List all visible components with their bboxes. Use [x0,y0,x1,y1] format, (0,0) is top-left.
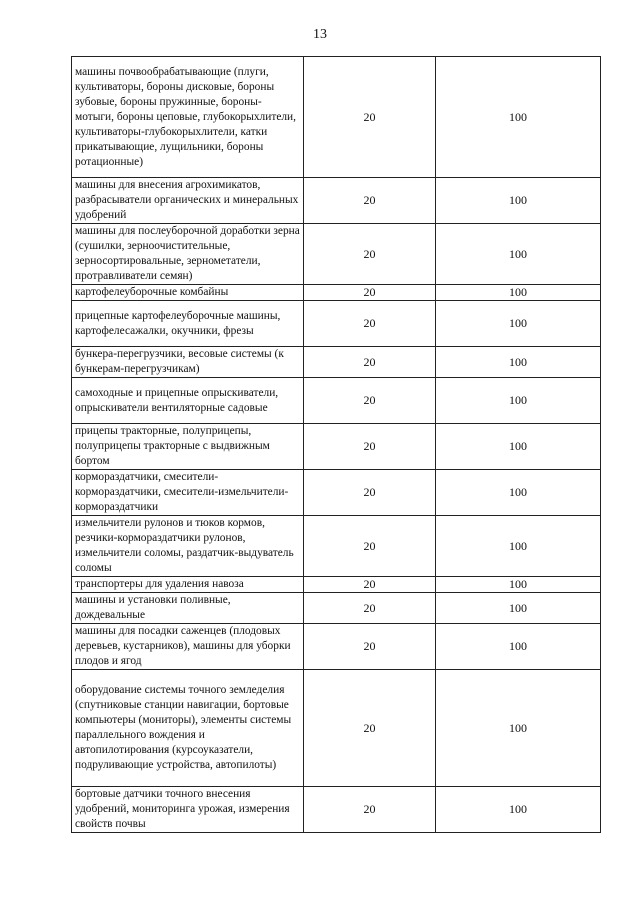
table-row [72,624,601,670]
table-row [72,378,601,424]
row-value-2-cell: 100 [436,593,601,624]
table-body [72,57,601,833]
row-value-2-cell: 100 [436,378,601,424]
row-name-cell: транспортеры для удаления навоза [72,577,304,593]
row-name-cell: картофелеуборочные комбайны [72,285,304,301]
machinery-table [71,56,601,833]
table-row [72,224,601,285]
row-name-cell: машины для послеуборочной доработки зерна (сушилки, зерноочистительные, зерносортировальные, зернометатели, протравливатели семян) [72,224,304,285]
row-value-2-cell: 100 [436,347,601,378]
row-name-cell: прицепные картофелеуборочные машины, картофелесажалки, окучники, фрезы [72,301,304,347]
row-name-cell: бункера-перегрузчики, весовые системы (к бункерам-перегрузчикам) [72,347,304,378]
row-value-1-cell: 20 [304,516,436,577]
row-name-cell: машины почвообрабатывающие (плуги, культиваторы, бороны дисковые, бороны зубовые, бороны пружинные, бороны-мотыги, бороны цеповые, глубокорыхлители, культиваторы-глубокорыхлители, катки прикатывающие, лущильники, бороны ротационные) [72,57,304,178]
table-row [72,347,601,378]
row-value-1-cell: 20 [304,301,436,347]
row-value-1-cell: 20 [304,424,436,470]
table-row [72,670,601,787]
table-row [72,424,601,470]
row-value-2-cell: 100 [436,424,601,470]
row-value-2-cell: 100 [436,787,601,833]
row-name-cell: самоходные и прицепные опрыскиватели, опрыскиватели вентиляторные садовые [72,378,304,424]
table-row [72,787,601,833]
row-name-cell: прицепы тракторные, полуприцепы, полуприцепы тракторные с выдвижным бортом [72,424,304,470]
row-value-2-cell: 100 [436,670,601,787]
row-value-1-cell: 20 [304,624,436,670]
row-value-1-cell: 20 [304,378,436,424]
table-row [72,593,601,624]
row-value-1-cell: 20 [304,577,436,593]
row-name-cell: измельчители рулонов и тюков кормов, резчики-кормораздатчики рулонов, измельчители соломы, раздатчик-выдуватель соломы [72,516,304,577]
row-value-2-cell: 100 [436,301,601,347]
table-row [72,470,601,516]
row-name-cell: машины для посадки саженцев (плодовых деревьев, кустарников), машины для уборки плодов и ягод [72,624,304,670]
row-value-1-cell: 20 [304,670,436,787]
table-row [72,577,601,593]
row-value-2-cell: 100 [436,57,601,178]
row-name-cell: кормораздатчики, смесители-кормораздатчики, смесители-измельчители-кормораздатчики [72,470,304,516]
row-value-2-cell: 100 [436,285,601,301]
row-value-1-cell: 20 [304,787,436,833]
row-value-2-cell: 100 [436,470,601,516]
row-value-1-cell: 20 [304,285,436,301]
page-number: 13 [313,27,327,42]
row-value-2-cell: 100 [436,224,601,285]
row-name-cell: машины и установки поливные, дождевальные [72,593,304,624]
row-value-1-cell: 20 [304,224,436,285]
table-row [72,57,601,178]
table-row [72,178,601,224]
table-row [72,516,601,577]
row-value-2-cell: 100 [436,178,601,224]
table-row [72,301,601,347]
row-name-cell: оборудование системы точного земледелия (спутниковые станции навигации, бортовые компьютеры (мониторы), элементы системы параллельного вождения и автопилотирования (курсоуказатели, подруливающие устройства, автопилоты) [72,670,304,787]
row-name-cell: машины для внесения агрохимикатов, разбрасыватели органических и минеральных удобрений [72,178,304,224]
row-value-1-cell: 20 [304,470,436,516]
row-value-2-cell: 100 [436,577,601,593]
row-name-cell: бортовые датчики точного внесения удобрений, мониторинга урожая, измерения свойств почвы [72,787,304,833]
row-value-1-cell: 20 [304,57,436,178]
row-value-2-cell: 100 [436,516,601,577]
row-value-1-cell: 20 [304,593,436,624]
row-value-1-cell: 20 [304,178,436,224]
table-row [72,285,601,301]
row-value-1-cell: 20 [304,347,436,378]
row-value-2-cell: 100 [436,624,601,670]
